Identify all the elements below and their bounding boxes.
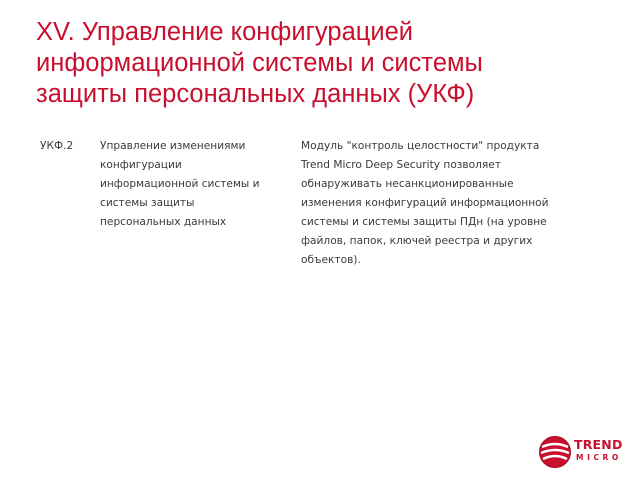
requirement-name-line: персональных данных bbox=[100, 216, 227, 228]
requirement-name-line: Управление изменениями bbox=[100, 140, 246, 152]
requirement-description-line: файлов, папок, ключей реестра и других bbox=[301, 235, 533, 247]
logo-wordmark-micro: MICRO bbox=[576, 453, 622, 462]
slide-title bbox=[36, 17, 616, 110]
requirement-description-cell bbox=[301, 137, 581, 270]
slide-title-line: XV. Управление конфигурацией bbox=[36, 18, 414, 46]
requirement-code-cell bbox=[40, 137, 96, 156]
requirements-table bbox=[40, 137, 580, 267]
requirement-description-line: системы и системы защиты ПДн (на уровне bbox=[301, 216, 547, 228]
requirement-description-line: Trend Micro Deep Security позволяет bbox=[301, 159, 501, 171]
requirement-name-line: системы защиты bbox=[100, 197, 195, 209]
slide-title-line: защиты персональных данных (УКФ) bbox=[36, 80, 475, 108]
requirement-name-cell bbox=[100, 137, 286, 232]
slide-title-line: информационной системы и системы bbox=[36, 49, 483, 77]
requirement-description-line: обнаруживать несанкционированные bbox=[301, 178, 514, 190]
trend-micro-logo bbox=[538, 434, 628, 470]
requirement-description-line: объектов). bbox=[301, 254, 361, 266]
trend-micro-ball-logo-icon bbox=[538, 435, 572, 469]
requirement-name-line: конфигурации bbox=[100, 159, 182, 171]
requirement-code: УКФ.2 bbox=[40, 140, 74, 152]
requirement-name-line: информационной системы и bbox=[100, 178, 260, 190]
table-row bbox=[40, 137, 580, 267]
requirement-description-line: изменения конфигураций информационной bbox=[301, 197, 549, 209]
requirement-description-line: Модуль "контроль целостности" продукта bbox=[301, 140, 540, 152]
logo-wordmark-trend: TREND bbox=[574, 437, 623, 452]
